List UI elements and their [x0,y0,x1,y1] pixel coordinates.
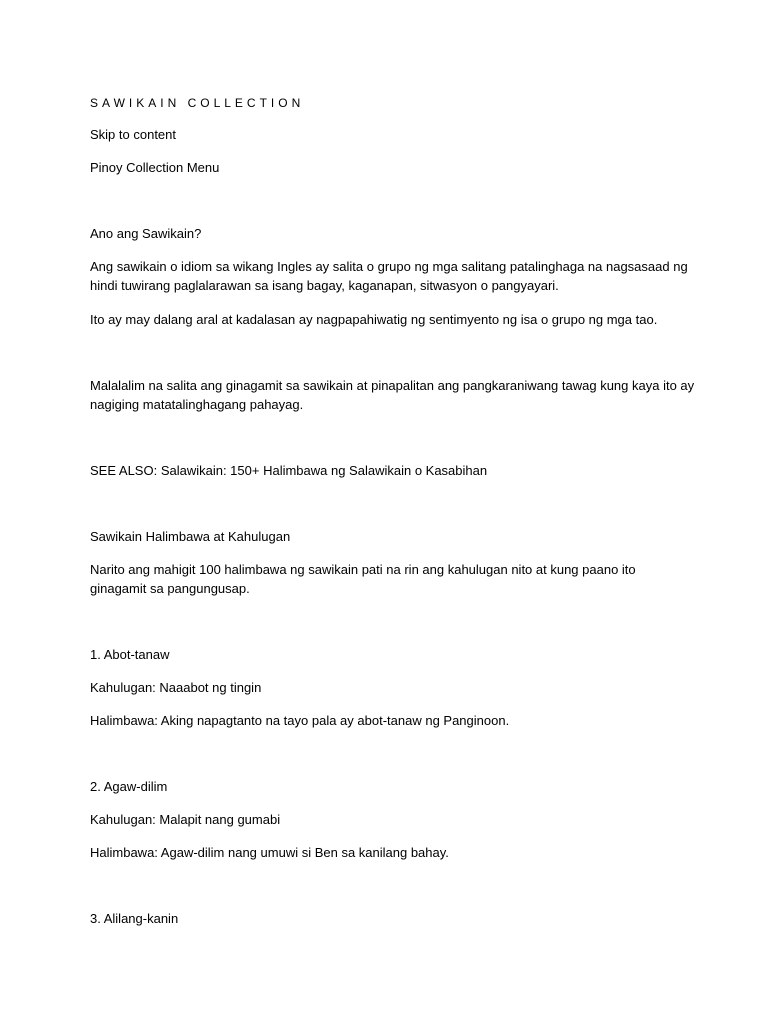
entry-title: 1. Abot-tanaw [90,647,170,662]
entry-title: 2. Agaw-dilim [90,779,168,794]
intro-paragraph-3-line-1: Malalalim na salita ang ginagamit sa sawikain at pinapalitan ang pangkaraniwang tawag kung kaya ito ay [90,378,695,393]
entry-title: 3. Alilang-kanin [90,911,179,926]
entry-example: Halimbawa: Agaw-dilim nang umuwi si Ben sa kanilang bahay. [90,845,449,860]
intro-paragraph-1-line-1: Ang sawikain o idiom sa wikang Ingles ay salita o grupo ng mga salitang patalinghaga na nagsasaad ng [90,259,688,274]
entry-example: Halimbawa: Aking napagtanto na tayo pala ay abot-tanaw ng Panginoon. [90,713,510,728]
menu-label[interactable]: Pinoy Collection Menu [90,160,220,175]
examples-heading: Sawikain Halimbawa at Kahulugan [90,529,291,544]
entry-meaning: Kahulugan: Naaabot ng tingin [90,680,262,695]
intro-paragraph-1-line-2: hindi tuwirang paglalarawan sa isang bagay, kaganapan, sitwasyon o pangyayari. [90,278,559,293]
examples-intro-line-2: ginagamit sa pangungusap. [90,581,250,596]
site-title: SAWIKAIN COLLECTION [90,96,305,110]
see-also-link[interactable]: SEE ALSO: Salawikain: 150+ Halimbawa ng Salawikain o Kasabihan [90,463,488,478]
entry-meaning: Kahulugan: Malapit nang gumabi [90,812,281,827]
intro-paragraph-3-line-2: nagiging matatalinghagang pahayag. [90,397,304,412]
examples-intro-line-1: Narito ang mahigit 100 halimbawa ng sawikain pati na rin ang kahulugan nito at kung paano ito [90,562,636,577]
intro-heading: Ano ang Sawikain? [90,226,202,241]
intro-paragraph-2: Ito ay may dalang aral at kadalasan ay nagpapahiwatig ng sentimyento ng isa o grupo ng mga tao. [90,312,658,327]
skip-to-content-link[interactable]: Skip to content [90,127,176,142]
